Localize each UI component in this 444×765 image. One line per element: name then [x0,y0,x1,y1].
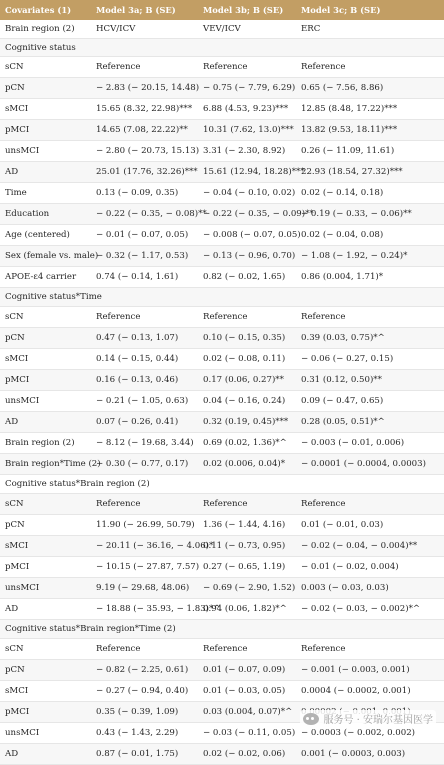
table-row [0,20,444,39]
covariate-cell: AD [5,604,19,614]
section-title: Cognitive status*Time [5,292,102,302]
model-3a-cell: − 20.11 (− 36.16, − 4.06)* [96,541,214,551]
covariate-cell: APOE-ε4 carrier [5,272,77,282]
covariate-cell: sMCI [5,104,29,114]
model-3c-cell: 13.82 (9.53, 18.11)*** [301,125,398,135]
section-row [0,475,444,494]
table-row [0,494,444,515]
model-3a-cell: 11.90 (− 26.99, 50.79) [96,520,195,530]
covariate-cell: Age (centered) [5,230,70,240]
model-3c-cell: − 0.0003 (− 0.002, 0.002) [301,728,416,738]
covariate-cell: unsMCI [5,396,40,406]
model-3a-cell: Reference [96,62,141,72]
model-3a-cell: 0.07 (− 0.26, 0.41) [96,417,179,427]
model-3b-cell: 10.31 (7.62, 13.0)*** [203,125,294,135]
table-header [0,0,444,20]
covariate-cell: pCN [5,665,25,675]
model-3c-cell: 22.93 (18.54, 27.32)*** [301,167,403,177]
watermark [300,710,436,727]
model-3b-cell: 0.02 (− 0.02, 0.06) [203,749,286,759]
model-3c-cell: Reference [301,312,346,322]
model-3a-cell: HCV/ICV [96,24,136,34]
model-3c-cell: 0.01 (− 0.01, 0.03) [301,520,384,530]
model-3a-cell: − 0.32 (− 1.17, 0.53) [96,251,189,261]
model-3b-cell: − 0.03 (− 0.11, 0.05) [203,728,296,738]
table-row [0,328,444,349]
model-3a-cell: 15.65 (8.32, 22.98)*** [96,104,193,114]
model-3a-cell: − 0.27 (− 0.94, 0.40) [96,686,189,696]
table-row [0,599,444,620]
model-3c-cell: 0.39 (0.03, 0.75)*^ [301,333,385,343]
model-3c-cell: − 0.0001 (− 0.0004, 0.0003) [301,459,426,469]
covariate-cell: sMCI [5,686,29,696]
model-3b-cell: 0.27 (− 0.65, 1.19) [203,562,286,572]
covariate-cell: unsMCI [5,146,40,156]
model-3b-cell: 3.31 (− 2.30, 8.92) [203,146,286,156]
model-3c-cell: − 0.02 (− 0.04, − 0.004)** [301,541,418,551]
model-3b-cell: − 0.75 (− 7.79, 6.29) [203,83,296,93]
model-3a-cell: − 8.12 (− 19.68, 3.44) [96,438,194,448]
model-3b-cell: 0.01 (− 0.07, 0.09) [203,665,286,675]
model-3b-cell: − 0.04 (− 0.10, 0.02) [203,188,296,198]
model-3a-cell: − 0.21 (− 1.05, 0.63) [96,396,189,406]
table-row [0,639,444,660]
table-row [0,744,444,765]
table-row [0,225,444,246]
model-3c-cell: ERC [301,24,321,34]
table-body [0,20,444,765]
covariate-cell: AD [5,417,19,427]
watermark-text: 服务号 · 安瑞尔基因医学 [323,715,433,726]
table-row [0,536,444,557]
table-row [0,204,444,225]
section-row [0,620,444,639]
covariate-cell: sCN [5,499,24,509]
model-3b-cell: 6.88 (4.53, 9.23)*** [203,104,289,114]
model-3c-cell: Reference [301,499,346,509]
table-row [0,681,444,702]
model-3c-cell: − 0.02 (− 0.03, − 0.002)*^ [301,604,421,614]
model-3b-cell: 0.03 (0.004, 0.07)*^ [203,707,293,717]
header-model-3c: Model 3c; B (SE) [301,5,381,15]
covariate-cell: sMCI [5,354,29,364]
model-3a-cell: − 2.83 (− 20.15, 14.48) [96,83,200,93]
model-3b-cell: 0.17 (0.06, 0.27)** [203,375,284,385]
model-3a-cell: − 2.80 (− 20.73, 15.13) [96,146,200,156]
table-row [0,557,444,578]
covariate-cell: pCN [5,83,25,93]
model-3b-cell: 0.94 (0.06, 1.82)*^ [203,604,287,614]
model-3c-cell: 0.86 (0.004, 1.71)* [301,272,384,282]
table-row [0,267,444,288]
table-row [0,57,444,78]
table-row [0,78,444,99]
table-row [0,120,444,141]
table-row [0,515,444,536]
model-3c-cell: 12.85 (8.48, 17.22)*** [301,104,398,114]
model-3a-cell: 0.14 (− 0.15, 0.44) [96,354,179,364]
table-row [0,246,444,267]
model-3b-cell: 0.82 (− 0.02, 1.65) [203,272,286,282]
table-row [0,183,444,204]
model-3a-cell: Reference [96,499,141,509]
table-row [0,578,444,599]
model-3a-cell: 0.43 (− 1.43, 2.29) [96,728,179,738]
model-3a-cell: − 18.88 (− 35.93, − 1.83)*^ [96,604,221,614]
table-row [0,99,444,120]
model-3b-cell: 1.36 (− 1.44, 4.16) [203,520,286,530]
model-3c-cell: 0.28 (0.05, 0.51)*^ [301,417,385,427]
model-3a-cell: − 0.01 (− 0.07, 0.05) [96,230,189,240]
covariate-cell: pMCI [5,562,30,572]
model-3c-cell: 0.02 (− 0.14, 0.18) [301,188,384,198]
model-3c-cell: 0.26 (− 11.09, 11.61) [301,146,395,156]
covariate-cell: Education [5,209,50,219]
model-3b-cell: − 0.22 (− 0.35, − 0.09)** [203,209,314,219]
model-3a-cell: 0.47 (− 0.13, 1.07) [96,333,179,343]
model-3b-cell: 0.32 (0.19, 0.45)*** [203,417,289,427]
section-row [0,39,444,57]
model-3b-cell: 0.02 (0.006, 0.04)* [203,459,286,469]
table-row [0,391,444,412]
model-3c-cell: 0.09 (− 0.47, 0.65) [301,396,384,406]
section-row [0,288,444,307]
model-3b-cell: 15.61 (12.94, 18.28)*** [203,167,305,177]
model-3a-cell: 0.87 (− 0.01, 1.75) [96,749,179,759]
model-3b-cell: Reference [203,644,248,654]
section-title: Cognitive status*Brain region*Time (2) [5,624,176,634]
section-title: Cognitive status [5,42,76,53]
model-3b-cell: 0.11 (− 0.73, 0.95) [203,541,286,551]
table-row [0,349,444,370]
model-3b-cell: 0.69 (0.02, 1.36)*^ [203,438,287,448]
table-row [0,454,444,475]
covariate-cell: pCN [5,333,25,343]
covariate-cell: AD [5,167,19,177]
covariate-cell: sCN [5,62,24,72]
table-row [0,433,444,454]
section-title: Cognitive status*Brain region (2) [5,479,150,489]
model-3b-cell: − 0.13 (− 0.96, 0.70) [203,251,296,261]
wechat-icon [303,713,319,725]
covariate-cell: unsMCI [5,728,40,738]
model-3a-cell: 9.19 (− 29.68, 48.06) [96,583,190,593]
model-3a-cell: Reference [96,312,141,322]
table-row [0,660,444,681]
model-3b-cell: 0.10 (− 0.15, 0.35) [203,333,286,343]
model-3a-cell: Reference [96,644,141,654]
model-3a-cell: − 0.30 (− 0.77, 0.17) [96,459,189,469]
covariate-cell: pMCI [5,375,30,385]
table-row [0,370,444,391]
model-3c-cell: 0.001 (− 0.0003, 0.003) [301,749,406,759]
table-row [0,141,444,162]
model-3b-cell: Reference [203,62,248,72]
model-3c-cell: − 1.08 (− 1.92, − 0.24)* [301,251,408,261]
model-3c-cell: 0.0004 (− 0.0002, 0.001) [301,686,411,696]
table-row [0,412,444,433]
covariate-cell: pCN [5,520,25,530]
model-3c-cell: − 0.003 (− 0.01, 0.006) [301,438,405,448]
model-3c-cell: 0.31 (0.12, 0.50)** [301,375,382,385]
covariate-cell: Brain region*Time (2) [5,459,101,469]
model-3c-cell: − 0.06 (− 0.27, 0.15) [301,354,394,364]
model-3b-cell: − 0.008 (− 0.07, 0.05) [203,230,301,240]
model-3c-cell: Reference [301,644,346,654]
model-3a-cell: − 0.82 (− 2.25, 0.61) [96,665,189,675]
model-3a-cell: − 0.22 (− 0.35, − 0.08)** [96,209,207,219]
model-3a-cell: 25.01 (17.76, 32.26)*** [96,167,198,177]
model-3c-cell: − 0.19 (− 0.33, − 0.06)** [301,209,412,219]
header-model-3b: Model 3b; B (SE) [203,5,284,15]
model-3c-cell: Reference [301,62,346,72]
model-3b-cell: 0.02 (− 0.08, 0.11) [203,354,286,364]
model-3c-cell: 0.65 (− 7.56, 8.86) [301,83,384,93]
covariate-cell: pMCI [5,707,30,717]
model-3a-cell: − 10.15 (− 27.87, 7.57) [96,562,200,572]
model-3b-cell: Reference [203,312,248,322]
model-3b-cell: VEV/ICV [203,24,241,34]
model-3c-cell: 0.003 (− 0.03, 0.03) [301,583,389,593]
covariate-cell: Time [5,188,27,198]
model-3a-cell: 0.13 (− 0.09, 0.35) [96,188,179,198]
model-3c-cell: − 0.001 (− 0.003, 0.001) [301,665,410,675]
model-3b-cell: 0.04 (− 0.16, 0.24) [203,396,286,406]
model-3a-cell: 0.74 (− 0.14, 1.61) [96,272,179,282]
covariate-cell: sCN [5,644,24,654]
model-3c-cell: − 0.01 (− 0.02, 0.004) [301,562,399,572]
model-3a-cell: 0.35 (− 0.39, 1.09) [96,707,179,717]
covariate-cell: sCN [5,312,24,322]
covariate-cell: Brain region (2) [5,24,75,34]
table-row [0,307,444,328]
model-3a-cell: 14.65 (7.08, 22.22)** [96,125,188,135]
covariate-cell: AD [5,749,19,759]
covariate-cell: unsMCI [5,583,40,593]
covariate-cell: pMCI [5,125,30,135]
header-model-3a: Model 3a; B (SE) [96,5,176,15]
model-3b-cell: 0.01 (− 0.03, 0.05) [203,686,286,696]
model-3b-cell: Reference [203,499,248,509]
header-covariates: Covariates (1) [5,5,72,15]
model-3c-cell: 0.02 (− 0.04, 0.08) [301,230,384,240]
covariate-cell: Brain region (2) [5,438,75,448]
table-row [0,162,444,183]
covariate-cell: Sex (female vs. male) [5,251,99,261]
model-3b-cell: − 0.69 (− 2.90, 1.52) [203,583,296,593]
covariate-cell: sMCI [5,541,29,551]
model-3a-cell: 0.16 (− 0.13, 0.46) [96,375,179,385]
